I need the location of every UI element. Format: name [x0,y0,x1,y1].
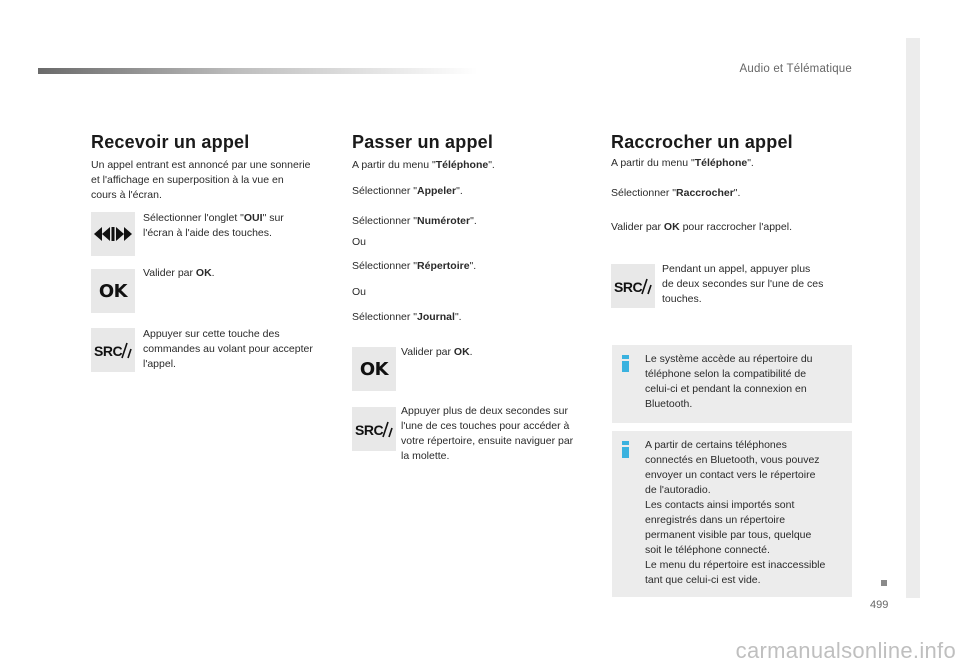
step-validate-ok: Valider par OK. [143,267,215,279]
watermark: carmanualsonline.info [735,638,956,663]
svg-text:SRC: SRC [94,343,123,359]
or-separator: Ou [352,286,367,298]
intro-line: Un appel entrant est annoncé par une sonnerie [91,159,311,171]
option-raccrocher: Sélectionner "Raccrocher". [611,187,741,199]
info-icon [622,441,629,458]
intro-paragraph [91,158,311,203]
src-steering-key-icon [91,328,135,372]
option-repertoire: Sélectionner "Répertoire". [352,260,477,272]
ok-key-icon: OK [91,269,135,313]
menu-telephone: A partir du menu "Téléphone". [352,159,495,171]
info-icon [622,355,629,372]
src-steering-key-icon [352,407,396,451]
step-open-directory: Appuyer plus de deux secondes sur l'une de ces touches pour accéder à votre répertoire, ensuite naviguer par la molette. [401,405,574,462]
intro-line: et l'affichage en superposition à la vue en [91,174,284,186]
svg-text:SRC: SRC [614,279,643,295]
option-numeroter: Sélectionner "Numéroter". [352,215,477,227]
step-accept-call: Appuyer sur cette touche des commandes au volant pour accepter l'appel. [143,328,313,370]
ok-key-icon: OK [352,347,396,391]
page-marker [881,580,887,586]
info-text: Le système accède au répertoire du téléphone selon la compatibilité de celui-ci et pendant la connexion en Bluetooth. [645,353,813,410]
heading-passer: Passer un appel [352,132,494,152]
step-validate-ok: Valider par OK. [401,346,473,358]
svg-text:SRC: SRC [355,422,384,438]
option-journal: Sélectionner "Journal". [352,311,462,323]
option-appeler: Sélectionner "Appeler". [352,185,463,197]
intro-line: cours à l'écran. [91,189,162,201]
info-text: A partir de certains téléphones connectés en Bluetooth, vous pouvez envoyer un contact vers le répertoire de l'autoradio. Les contacts ainsi importés sont enregistrés dans un répertoire permanent visible par tous, quelque soit le téléphone connecté. Le menu du répertoire est inaccessible tant que celui-ci est vide. [645,439,826,586]
heading-recevoir: Recevoir un appel [91,132,250,152]
page-number: 499 [870,599,889,611]
src-steering-key-icon [611,264,655,308]
header-gradient-bar [38,68,478,74]
step-hangup-hold: Pendant un appel, appuyer plus de deux secondes sur l'une de ces touches. [662,263,824,305]
section-title: Audio et Télématique [739,63,852,75]
info-box-contacts [612,431,852,597]
step-select-oui: Sélectionner l'onglet "OUI" sur l'écran à l'aide des touches. [143,212,284,239]
or-separator: Ou [352,236,367,248]
menu-telephone: A partir du menu "Téléphone". [611,157,754,169]
side-strip [906,38,920,598]
info-box-compatibility [612,345,852,423]
step-validate-hangup: Valider par OK pour raccrocher l'appel. [611,221,792,233]
heading-raccrocher: Raccrocher un appel [611,132,793,152]
seek-keys-icon [91,212,135,256]
